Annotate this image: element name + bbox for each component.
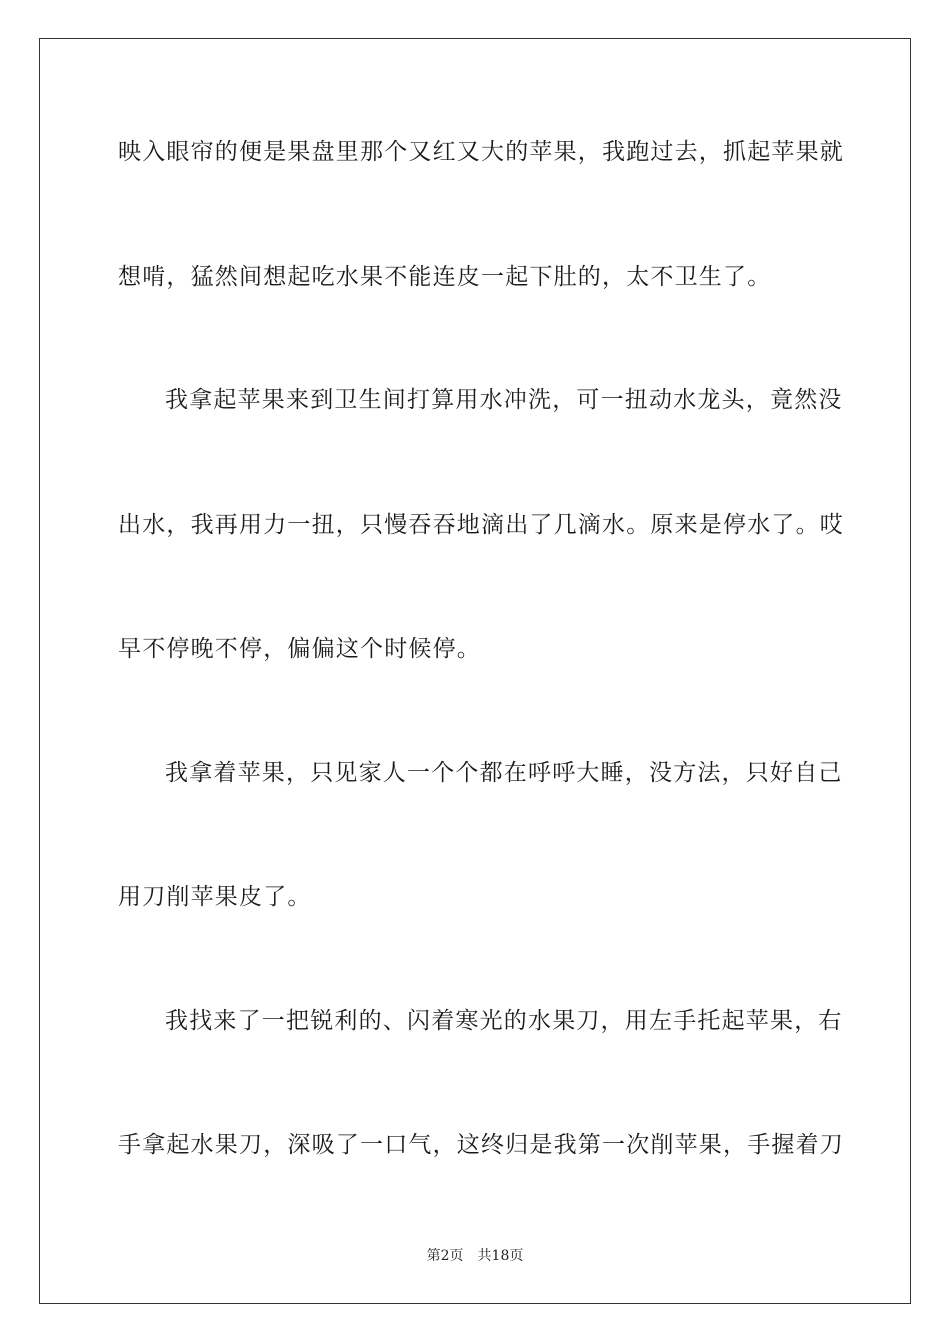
page-number: 第2页 xyxy=(426,1248,464,1264)
text-line: 早不停晚不停，偏偏这个时候停。 xyxy=(118,636,481,662)
text-line: 手拿起水果刀，深吸了一口气，这终归是我第一次削苹果，手握着刀 xyxy=(118,1132,844,1158)
paragraph-start-line: 我拿起苹果来到卫生间打算用水冲洗，可一扭动水龙头，竟然没 xyxy=(165,387,843,413)
text-line: 映入眼帘的便是果盘里那个又红又大的苹果，我跑过去，抓起苹果就 xyxy=(118,139,844,165)
page-border xyxy=(39,38,911,1304)
text-line: 出水，我再用力一扭，只慢吞吞地滴出了几滴水。原来是停水了。哎 xyxy=(118,512,844,538)
text-line: 想啃，猛然间想起吃水果不能连皮一起下肚的，太不卫生了。 xyxy=(118,264,772,290)
page-footer xyxy=(0,1247,950,1265)
paragraph-start-line: 我找来了一把锐利的、闪着寒光的水果刀，用左手托起苹果，右 xyxy=(165,1008,843,1034)
paragraph-start-line: 我拿着苹果，只见家人一个个都在呼呼大睡，没方法，只好自己 xyxy=(165,760,843,786)
text-line: 用刀削苹果皮了。 xyxy=(118,884,312,910)
page-total: 共18页 xyxy=(477,1248,524,1264)
